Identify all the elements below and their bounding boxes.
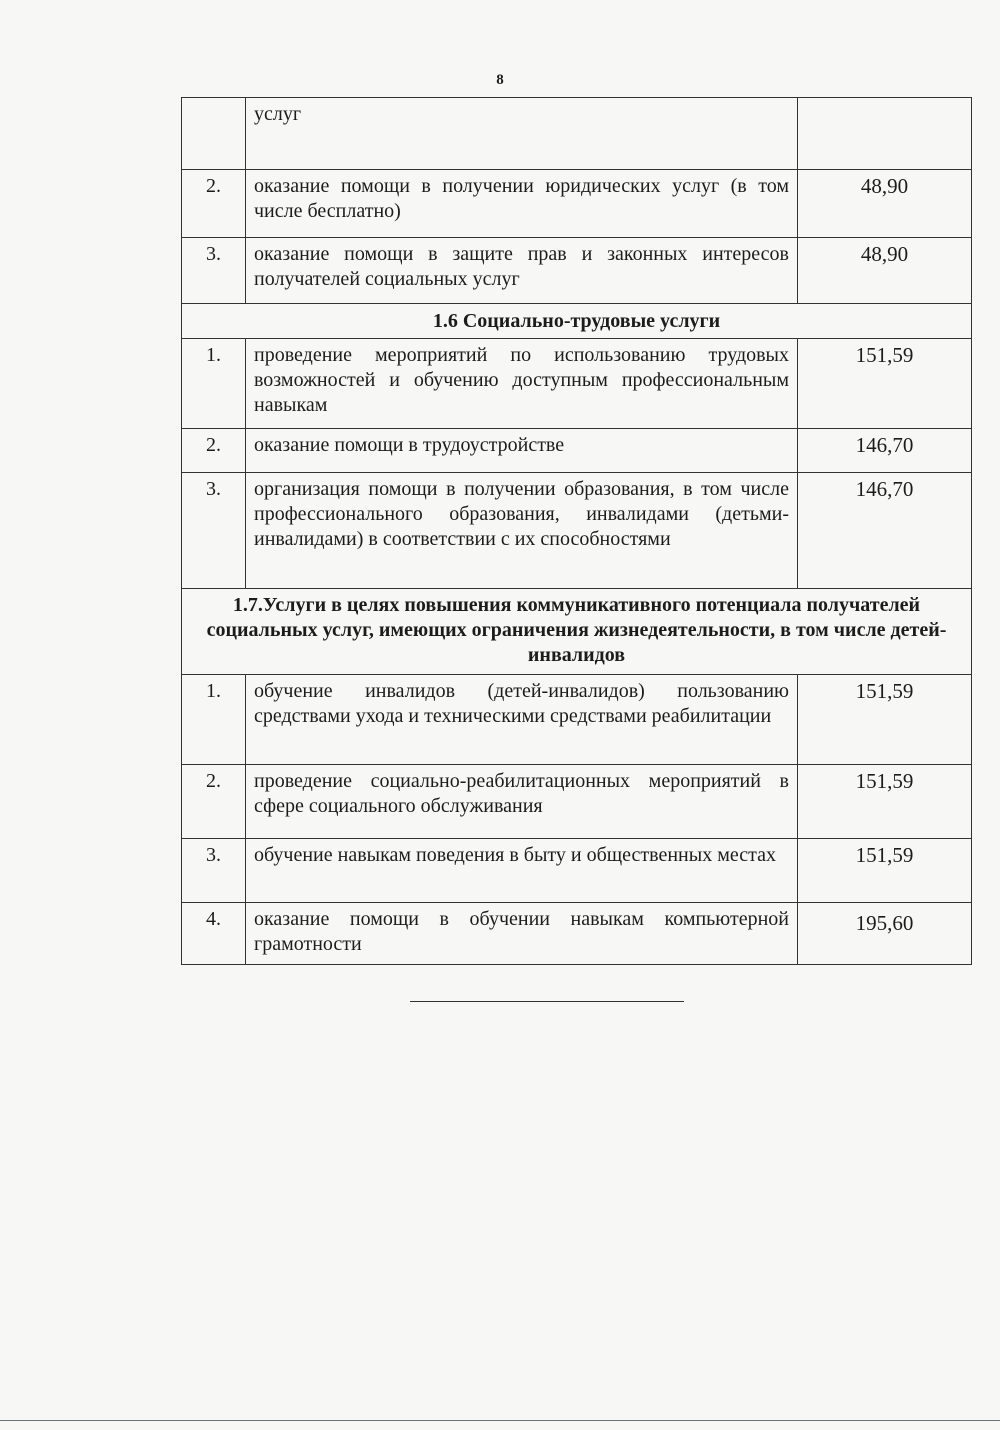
table-row xyxy=(182,903,972,965)
row-number: 3. xyxy=(182,473,246,589)
row-number: 1. xyxy=(182,339,246,429)
service-price: 146,70 xyxy=(798,429,972,473)
service-description: услуг xyxy=(246,98,798,170)
service-description: проведение мероприятий по использованию трудовых возможностей и обучению доступным профессиональным навыкам xyxy=(246,339,798,429)
services-table xyxy=(181,97,972,965)
row-number: 2. xyxy=(182,170,246,238)
table-row xyxy=(182,675,972,765)
service-price: 151,59 xyxy=(798,675,972,765)
table-row xyxy=(182,170,972,238)
row-number: 4. xyxy=(182,903,246,965)
row-number: 1. xyxy=(182,675,246,765)
service-price: 151,59 xyxy=(798,339,972,429)
service-description: оказание помощи в обучении навыкам компьютерной грамотности xyxy=(246,903,798,965)
table-row xyxy=(182,765,972,839)
table-row xyxy=(182,339,972,429)
service-price: 151,59 xyxy=(798,765,972,839)
section-header-row xyxy=(182,304,972,339)
service-description: обучение инвалидов (детей-инвалидов) пользованию средствами ухода и техническими средствами реабилитации xyxy=(246,675,798,765)
section-title-1-7: 1.7.Услуги в целях повышения коммуникативного потенциала получателей социальных услуг, имеющих ограничения жизнедеятельности, в том числе детей-инвалидов xyxy=(182,589,972,675)
service-description: оказание помощи в получении юридических услуг (в том числе бесплатно) xyxy=(246,170,798,238)
service-price: 48,90 xyxy=(798,170,972,238)
service-description: оказание помощи в защите прав и законных интересов получателей социальных услуг xyxy=(246,238,798,304)
closing-divider-line xyxy=(410,1001,684,1002)
table-row xyxy=(182,839,972,903)
service-description: оказание помощи в трудоустройстве xyxy=(246,429,798,473)
row-number: 2. xyxy=(182,765,246,839)
service-price: 146,70 xyxy=(798,473,972,589)
service-description: проведение социально-реабилитационных мероприятий в сфере социального обслуживания xyxy=(246,765,798,839)
scan-edge-line xyxy=(0,1420,1000,1421)
table-row xyxy=(182,429,972,473)
table-row-continued xyxy=(182,98,972,170)
service-price xyxy=(798,98,972,170)
service-price: 195,60 xyxy=(798,903,972,965)
table-row xyxy=(182,473,972,589)
table-row xyxy=(182,238,972,304)
section-header-row xyxy=(182,589,972,675)
service-description: организация помощи в получении образования, в том числе профессионального образования, инвалидами (детьми-инвалидами) в соответствии с их способностями xyxy=(246,473,798,589)
service-description: обучение навыкам поведения в быту и общественных местах xyxy=(246,839,798,903)
service-price: 151,59 xyxy=(798,839,972,903)
row-number xyxy=(182,98,246,170)
section-title-1-6: 1.6 Социально-трудовые услуги xyxy=(182,304,972,339)
row-number: 3. xyxy=(182,238,246,304)
page-number: 8 xyxy=(496,72,504,88)
row-number: 3. xyxy=(182,839,246,903)
service-price: 48,90 xyxy=(798,238,972,304)
row-number: 2. xyxy=(182,429,246,473)
